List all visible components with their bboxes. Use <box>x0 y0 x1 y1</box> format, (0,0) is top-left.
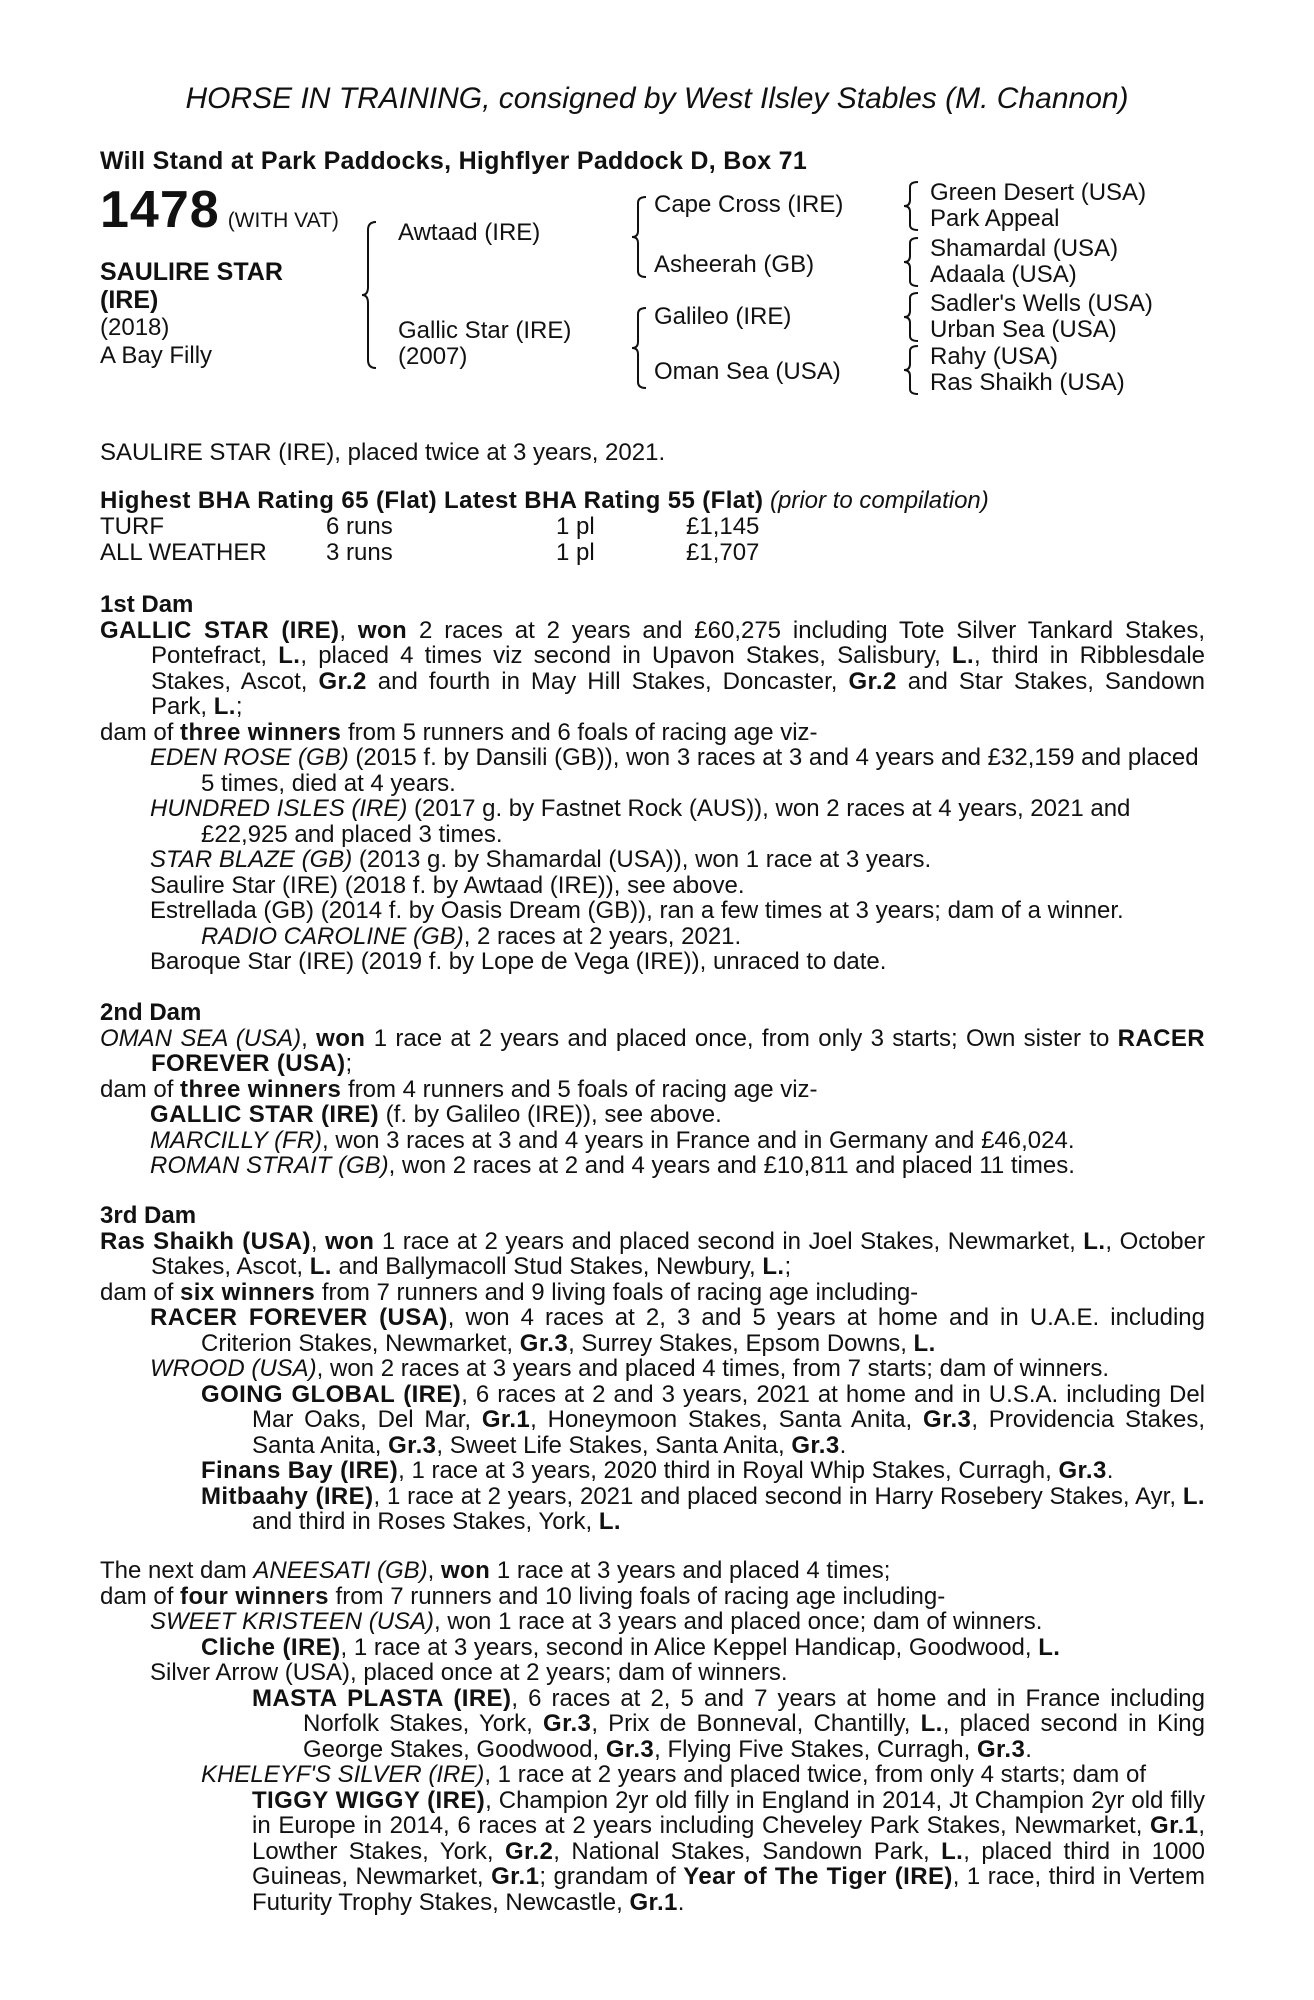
record-text: , October Stakes, Ascot, <box>151 1227 1205 1280</box>
dam-name: ANEESATI (GB) <box>253 1557 428 1584</box>
produce-entry <box>100 1102 1205 1128</box>
listed-mark: L. <box>1038 1633 1061 1661</box>
group-mark: Gr.3 <box>976 1735 1026 1763</box>
grand-produce-entry <box>100 1635 1205 1661</box>
produce-text: , Sweet Life Stakes, Santa Anita, <box>436 1431 792 1459</box>
won-label: won <box>441 1557 491 1584</box>
listed-mark: L. <box>213 693 236 720</box>
consignment-title: HORSE IN TRAINING, consigned by West Ilsley Stables (M. Channon) <box>185 82 1129 115</box>
prize-money: £1,707 <box>686 539 760 566</box>
produce-name: RADIO CAROLINE (GB) <box>201 922 464 950</box>
produce-text: , 2 races at 2 years, 2021. <box>463 922 742 950</box>
vat-note: (WITH VAT) <box>227 209 339 232</box>
pedigree-brace-ggp-3 <box>904 291 924 343</box>
produce-text: , placed third in 1000 Guineas, Newmarket, <box>252 1837 1205 1890</box>
first-dam-section <box>100 592 1205 975</box>
pedigree-ggp-6: Urban Sea (USA) <box>930 316 1117 343</box>
runs: 3 runs <box>326 539 393 566</box>
group-mark: Gr.3 <box>791 1431 840 1459</box>
pedigree-brace-sire <box>632 195 652 280</box>
produce-name: STAR BLAZE (GB) <box>150 846 353 873</box>
record-text: and Star Stakes, Sandown Park, <box>151 667 1205 720</box>
produce-entry <box>100 796 1205 847</box>
dam-of-prefix: dam of <box>100 1075 181 1103</box>
produce-text: (f. by Galileo (IRE)), see above. <box>379 1101 722 1128</box>
pedigree-brace-ggp-4 <box>904 344 924 396</box>
group-mark: Gr.1 <box>481 1406 531 1433</box>
punctuation: . <box>1106 1457 1114 1484</box>
produce-text: (2015 f. by Dansili (GB)), won 3 races at 3 and 4 years and £32,159 and placed 5 times, died at 4 years. <box>201 744 1199 797</box>
produce-name: SWEET KRISTEEN (USA) <box>150 1608 435 1635</box>
produce-text: , 1 race at 3 years, second in Alice Keppel Handicap, Goodwood, <box>340 1633 1039 1661</box>
produce-entry <box>100 1153 1205 1179</box>
third-dam-section <box>100 1203 1205 1535</box>
punctuation: . <box>839 1431 847 1459</box>
produce-text: , 1 race at 3 years, 2020 third in Royal Whip Stakes, Curragh, <box>398 1457 1059 1484</box>
produce-text: , 6 races at 2 and 3 years, 2021 at home and in U.S.A. including Del Mar Oaks, Del Mar, <box>252 1380 1206 1433</box>
horse-year: (2018) <box>100 314 170 341</box>
produce-entry <box>100 1356 1205 1382</box>
group-mark: Gr.3 <box>1058 1457 1107 1484</box>
produce-text: , 1 race at 2 years and placed twice, from only 4 starts; dam of <box>484 1761 1146 1788</box>
won-label: won <box>325 1227 375 1255</box>
produce-text: , Providencia Stakes, Santa Anita, <box>252 1406 1205 1459</box>
produce-name: EDEN ROSE (GB) <box>150 744 349 771</box>
pedigree-brace-ggp-1 <box>904 180 924 232</box>
produce-name: GOING GLOBAL (IRE) <box>201 1380 462 1408</box>
dam-name: Ras Shaikh (USA) <box>100 1227 311 1255</box>
record-text: 1 race at 2 years and placed second in Joel Stakes, Newmarket, <box>374 1227 1084 1255</box>
rating-note: (prior to compilation) <box>770 487 989 514</box>
pedigree-ggp-4: Adaala (USA) <box>930 261 1077 288</box>
pedigree-ggp-8: Ras Shaikh (USA) <box>930 369 1125 396</box>
produce-entry: Baroque Star (IRE) (2019 f. by Lope de Vega (IRE)), unraced to date. <box>150 948 887 975</box>
record-text: 1 race at 2 years and placed once, from only 3 starts; Own sister to <box>365 1024 1118 1052</box>
placed: 1 pl <box>556 513 595 540</box>
stand-location: Will Stand at Park Paddocks, Highflyer Paddock D, Box 71 <box>100 147 808 175</box>
group-mark: Gr.1 <box>1150 1812 1199 1839</box>
produce-text: , Lowther Stakes, York, <box>252 1812 1205 1865</box>
horse-name: SAULIRE STAR <box>100 258 283 286</box>
dam-name: OMAN SEA (USA) <box>100 1024 302 1052</box>
listed-mark: L. <box>913 1329 936 1357</box>
punctuation: . <box>677 1888 685 1916</box>
winners-count: six winners <box>180 1278 316 1306</box>
listed-mark: L. <box>278 642 301 669</box>
group-mark: Gr.3 <box>923 1406 972 1433</box>
group-mark: Gr.3 <box>543 1710 592 1737</box>
racing-summary: SAULIRE STAR (IRE), placed twice at 3 years, 2021. <box>100 439 666 466</box>
placed: 1 pl <box>556 539 595 566</box>
produce-text: , Prix de Bonneval, Chantilly, <box>591 1710 921 1737</box>
record-text: and fourth in May Hill Stakes, Doncaster, <box>366 667 849 695</box>
ratings-line <box>100 488 1210 514</box>
runs: 6 runs <box>326 513 393 540</box>
produce-text: , won 2 races at 2 and 4 years and £10,811 and placed 11 times. <box>388 1152 1075 1179</box>
pedigree-ggp-2: Park Appeal <box>930 205 1060 232</box>
winners-count: three winners <box>180 1075 342 1103</box>
dam-record: The next dam ANEESATI (GB), won 1 race at 3 years and placed 4 times; <box>100 1557 891 1584</box>
record-text: and Ballymacoll Stud Stakes, Newbury, <box>331 1253 763 1280</box>
surface: TURF <box>100 513 164 540</box>
punctuation: ; <box>345 1050 353 1077</box>
pedigree-ggp-5: Sadler's Wells (USA) <box>930 290 1153 317</box>
winners-count: three winners <box>180 718 342 746</box>
second-dam-section <box>100 1000 1205 1179</box>
produce-name: Finans Bay (IRE) <box>201 1457 399 1484</box>
ratings-block <box>100 488 1210 566</box>
bha-rating: Highest BHA Rating 65 (Flat) Latest BHA Rating 55 (Flat) <box>100 487 764 514</box>
performance-row <box>100 514 1210 540</box>
grand-produce-entry <box>100 924 1205 950</box>
produce-text: , won 2 races at 3 years and placed 4 times, from 7 starts; dam of winners. <box>316 1355 1110 1382</box>
record-text: 2 races at 2 years and £60,275 including Tote Silver Tankard Stakes, Pontefract, <box>151 616 1205 669</box>
next-dam-section <box>100 1558 1205 1915</box>
great-grand-produce-entry <box>100 1788 1205 1916</box>
dam-of-suffix: from 5 runners and 6 foals of racing age viz- <box>341 718 818 746</box>
grand-produce-entry <box>100 1382 1205 1459</box>
produce-entry <box>100 1128 1205 1154</box>
group-mark: Gr.1 <box>491 1863 540 1890</box>
group-mark: Gr.2 <box>848 667 897 695</box>
dam-of-prefix: dam of <box>100 1582 181 1610</box>
produce-text: ; grandam of <box>539 1863 684 1890</box>
produce-text: (2017 g. by Fastnet Rock (AUS)), won 2 races at 4 years, 2021 and £22,925 and placed 3 times. <box>201 795 1131 848</box>
pedigree-sire-sire: Cape Cross (IRE) <box>654 191 844 218</box>
pedigree-dam-dam: Oman Sea (USA) <box>654 358 841 385</box>
group-mark: Gr.3 <box>605 1735 655 1763</box>
sister-name: RACER FOREVER (USA) <box>151 1024 1206 1077</box>
listed-mark: L. <box>309 1253 332 1280</box>
group-mark: Gr.2 <box>318 667 367 695</box>
pedigree-brace-dam <box>632 306 652 391</box>
punctuation: ; <box>784 1253 792 1280</box>
lot-header <box>100 180 339 240</box>
group-mark: Gr.1 <box>629 1888 678 1916</box>
dam-of-line <box>100 1077 1205 1103</box>
produce-name: GALLIC STAR (IRE) <box>150 1101 379 1128</box>
produce-entry: Saulire Star (IRE) (2018 f. by Awtaad (IRE)), see above. <box>150 871 745 899</box>
produce-name: MASTA PLASTA (IRE) <box>252 1684 512 1712</box>
section-heading: 3rd Dam <box>100 1202 197 1229</box>
listed-mark: L. <box>1083 1227 1106 1255</box>
grand-produce-entry <box>100 1686 1205 1763</box>
dam-of-line <box>100 1280 1205 1306</box>
produce-name: Cliche (IRE) <box>201 1633 341 1661</box>
group-mark: Gr.2 <box>504 1837 554 1865</box>
dam-of-prefix: dam of <box>100 718 181 746</box>
pedigree-ggp-3: Shamardal (USA) <box>930 235 1119 262</box>
won-label: won <box>357 616 408 644</box>
produce-name: KHELEYF'S SILVER (IRE) <box>201 1761 485 1788</box>
produce-text: , Flying Five Stakes, Curragh, <box>654 1735 977 1763</box>
produce-entry <box>100 1305 1205 1356</box>
surface: ALL WEATHER <box>100 539 267 566</box>
produce-name: ROMAN STRAIT (GB) <box>150 1152 389 1179</box>
dam-of-line <box>100 720 1205 746</box>
pedigree-dam-sire: Galileo (IRE) <box>654 303 792 330</box>
winners-count: four winners <box>180 1582 329 1610</box>
produce-text: , 1 race, third in Vertem Futurity Trophy Stakes, Newcastle, <box>252 1863 1206 1916</box>
dam-record: Ras Shaikh (USA), won 1 race at 2 years and placed second in Joel Stakes, Newmarket, L., October Stakes, Ascot, L. and Ballymacoll Stud Stakes, Newbury, L.; <box>100 1227 1205 1280</box>
listed-mark: L. <box>941 1837 964 1865</box>
performance-row <box>100 540 1210 566</box>
produce-entry <box>100 1609 1205 1635</box>
group-mark: Gr.3 <box>388 1431 437 1459</box>
horse-name-country: (IRE) <box>100 286 159 314</box>
produce-entry <box>100 745 1205 796</box>
produce-text: , Champion 2yr old filly in England in 2014, Jt Champion 2yr old filly in Europe in 2014, 6 races at 2 years including Cheveley Park Stakes, Newmarket, <box>252 1786 1205 1839</box>
produce-text: , 6 races at 2, 5 and 7 years at home and in France including Norfolk Stakes, York, <box>303 1684 1205 1737</box>
pedigree-brace-ggp-2 <box>904 236 924 288</box>
produce-name: TIGGY WIGGY (IRE) <box>252 1786 486 1814</box>
listed-mark: L. <box>1182 1482 1206 1510</box>
record-text: , placed 4 times viz second in Upavon Stakes, Salisbury, <box>300 642 952 669</box>
pedigree-brace-main <box>362 220 382 370</box>
listed-mark: L. <box>762 1253 785 1280</box>
produce-text: , Honeymoon Stakes, Santa Anita, <box>530 1406 923 1433</box>
produce-text: , Surrey Stakes, Epsom Downs, <box>568 1329 914 1357</box>
won-label: won <box>316 1024 366 1052</box>
produce-name: MARCILLY (FR) <box>150 1126 323 1154</box>
produce-name: HUNDRED ISLES (IRE) <box>150 795 408 822</box>
pedigree-sire-dam: Asheerah (GB) <box>654 251 815 278</box>
pedigree-dam-year: (2007) <box>398 343 468 370</box>
produce-name: RACER FOREVER (USA) <box>150 1304 448 1331</box>
pedigree-sire: Awtaad (IRE) <box>398 219 541 246</box>
produce-entry: Estrellada (GB) (2014 f. by Oasis Dream (GB)), ran a few times at 3 years; dam of a winner. <box>150 897 1124 924</box>
dam-name: GALLIC STAR (IRE) <box>100 616 340 644</box>
listed-mark: L. <box>951 642 975 669</box>
pedigree-ggp-7: Rahy (USA) <box>930 343 1059 370</box>
dam-of-line <box>100 1584 1205 1610</box>
produce-text: , won 4 races at 2, 3 and 5 years at home and in U.A.E. including Criterion Stakes, Newmarket, <box>201 1304 1205 1357</box>
produce-text: and third in Roses Stakes, York, <box>252 1508 599 1535</box>
section-heading: 1st Dam <box>100 591 194 618</box>
produce-name: Year of The Tiger (IRE) <box>683 1863 953 1890</box>
listed-mark: L. <box>920 1710 943 1737</box>
listed-mark: L. <box>598 1508 622 1535</box>
record-prefix: The next dam <box>100 1557 254 1584</box>
produce-text: , 1 race at 2 years, 2021 and placed second in Harry Rosebery Stakes, Ayr, <box>373 1482 1183 1510</box>
dam-record: OMAN SEA (USA), won 1 race at 2 years and placed once, from only 3 starts; Own sister to RACER FOREVER (USA); <box>100 1024 1206 1077</box>
group-mark: Gr.3 <box>519 1329 569 1357</box>
lot-number: 1478 <box>100 181 220 239</box>
horse-info <box>100 258 283 370</box>
horse-description: A Bay Filly <box>100 342 213 369</box>
produce-text: , won 1 race at 3 years and placed once; dam of winners. <box>434 1608 1043 1635</box>
produce-text: , National Stakes, Sandown Park, <box>553 1837 942 1865</box>
produce-name: WROOD (USA) <box>150 1355 317 1382</box>
produce-entry: Silver Arrow (USA), placed once at 2 years; dam of winners. <box>150 1659 788 1686</box>
produce-entry <box>100 847 1205 873</box>
grand-produce-entry <box>100 1762 1205 1788</box>
grand-produce-entry <box>100 1458 1205 1484</box>
produce-text: (2013 g. by Shamardal (USA)), won 1 race at 3 years. <box>352 846 932 873</box>
punctuation: . <box>1025 1735 1032 1763</box>
punctuation: ; <box>235 693 243 720</box>
pedigree-ggp-1: Green Desert (USA) <box>930 179 1147 206</box>
dam-of-prefix: dam of <box>100 1278 181 1306</box>
dam-record: GALLIC STAR (IRE), won 2 races at 2 years and £60,275 including Tote Silver Tankard Stakes, Pontefract, L., placed 4 times viz second in Upavon Stakes, Salisbury, L., third in Ribblesdale Stakes, Ascot, Gr.2 and fourth in May Hill Stakes, Doncaster, Gr.2 and Star Stakes, Sandown Park, L.; <box>100 616 1206 720</box>
produce-name: Mitbaahy (IRE) <box>201 1482 374 1510</box>
record-text: 1 race at 3 years and placed 4 times; <box>490 1557 891 1584</box>
dam-of-suffix: from 7 runners and 9 living foals of racing age including- <box>315 1278 919 1306</box>
prize-money: £1,145 <box>686 513 760 540</box>
produce-text: , won 3 races at 3 and 4 years in France and in Germany and £46,024. <box>322 1126 1075 1154</box>
section-heading: 2nd Dam <box>100 999 202 1026</box>
dam-of-suffix: from 7 runners and 10 living foals of racing age including- <box>328 1582 946 1610</box>
grand-produce-entry <box>100 1484 1205 1535</box>
dam-of-suffix: from 4 runners and 5 foals of racing age viz- <box>341 1075 818 1103</box>
record-text: , third in Ribblesdale Stakes, Ascot, <box>151 642 1206 695</box>
produce-text: , placed second in King George Stakes, Goodwood, <box>303 1710 1205 1763</box>
pedigree-dam: Gallic Star (IRE) <box>398 317 572 344</box>
